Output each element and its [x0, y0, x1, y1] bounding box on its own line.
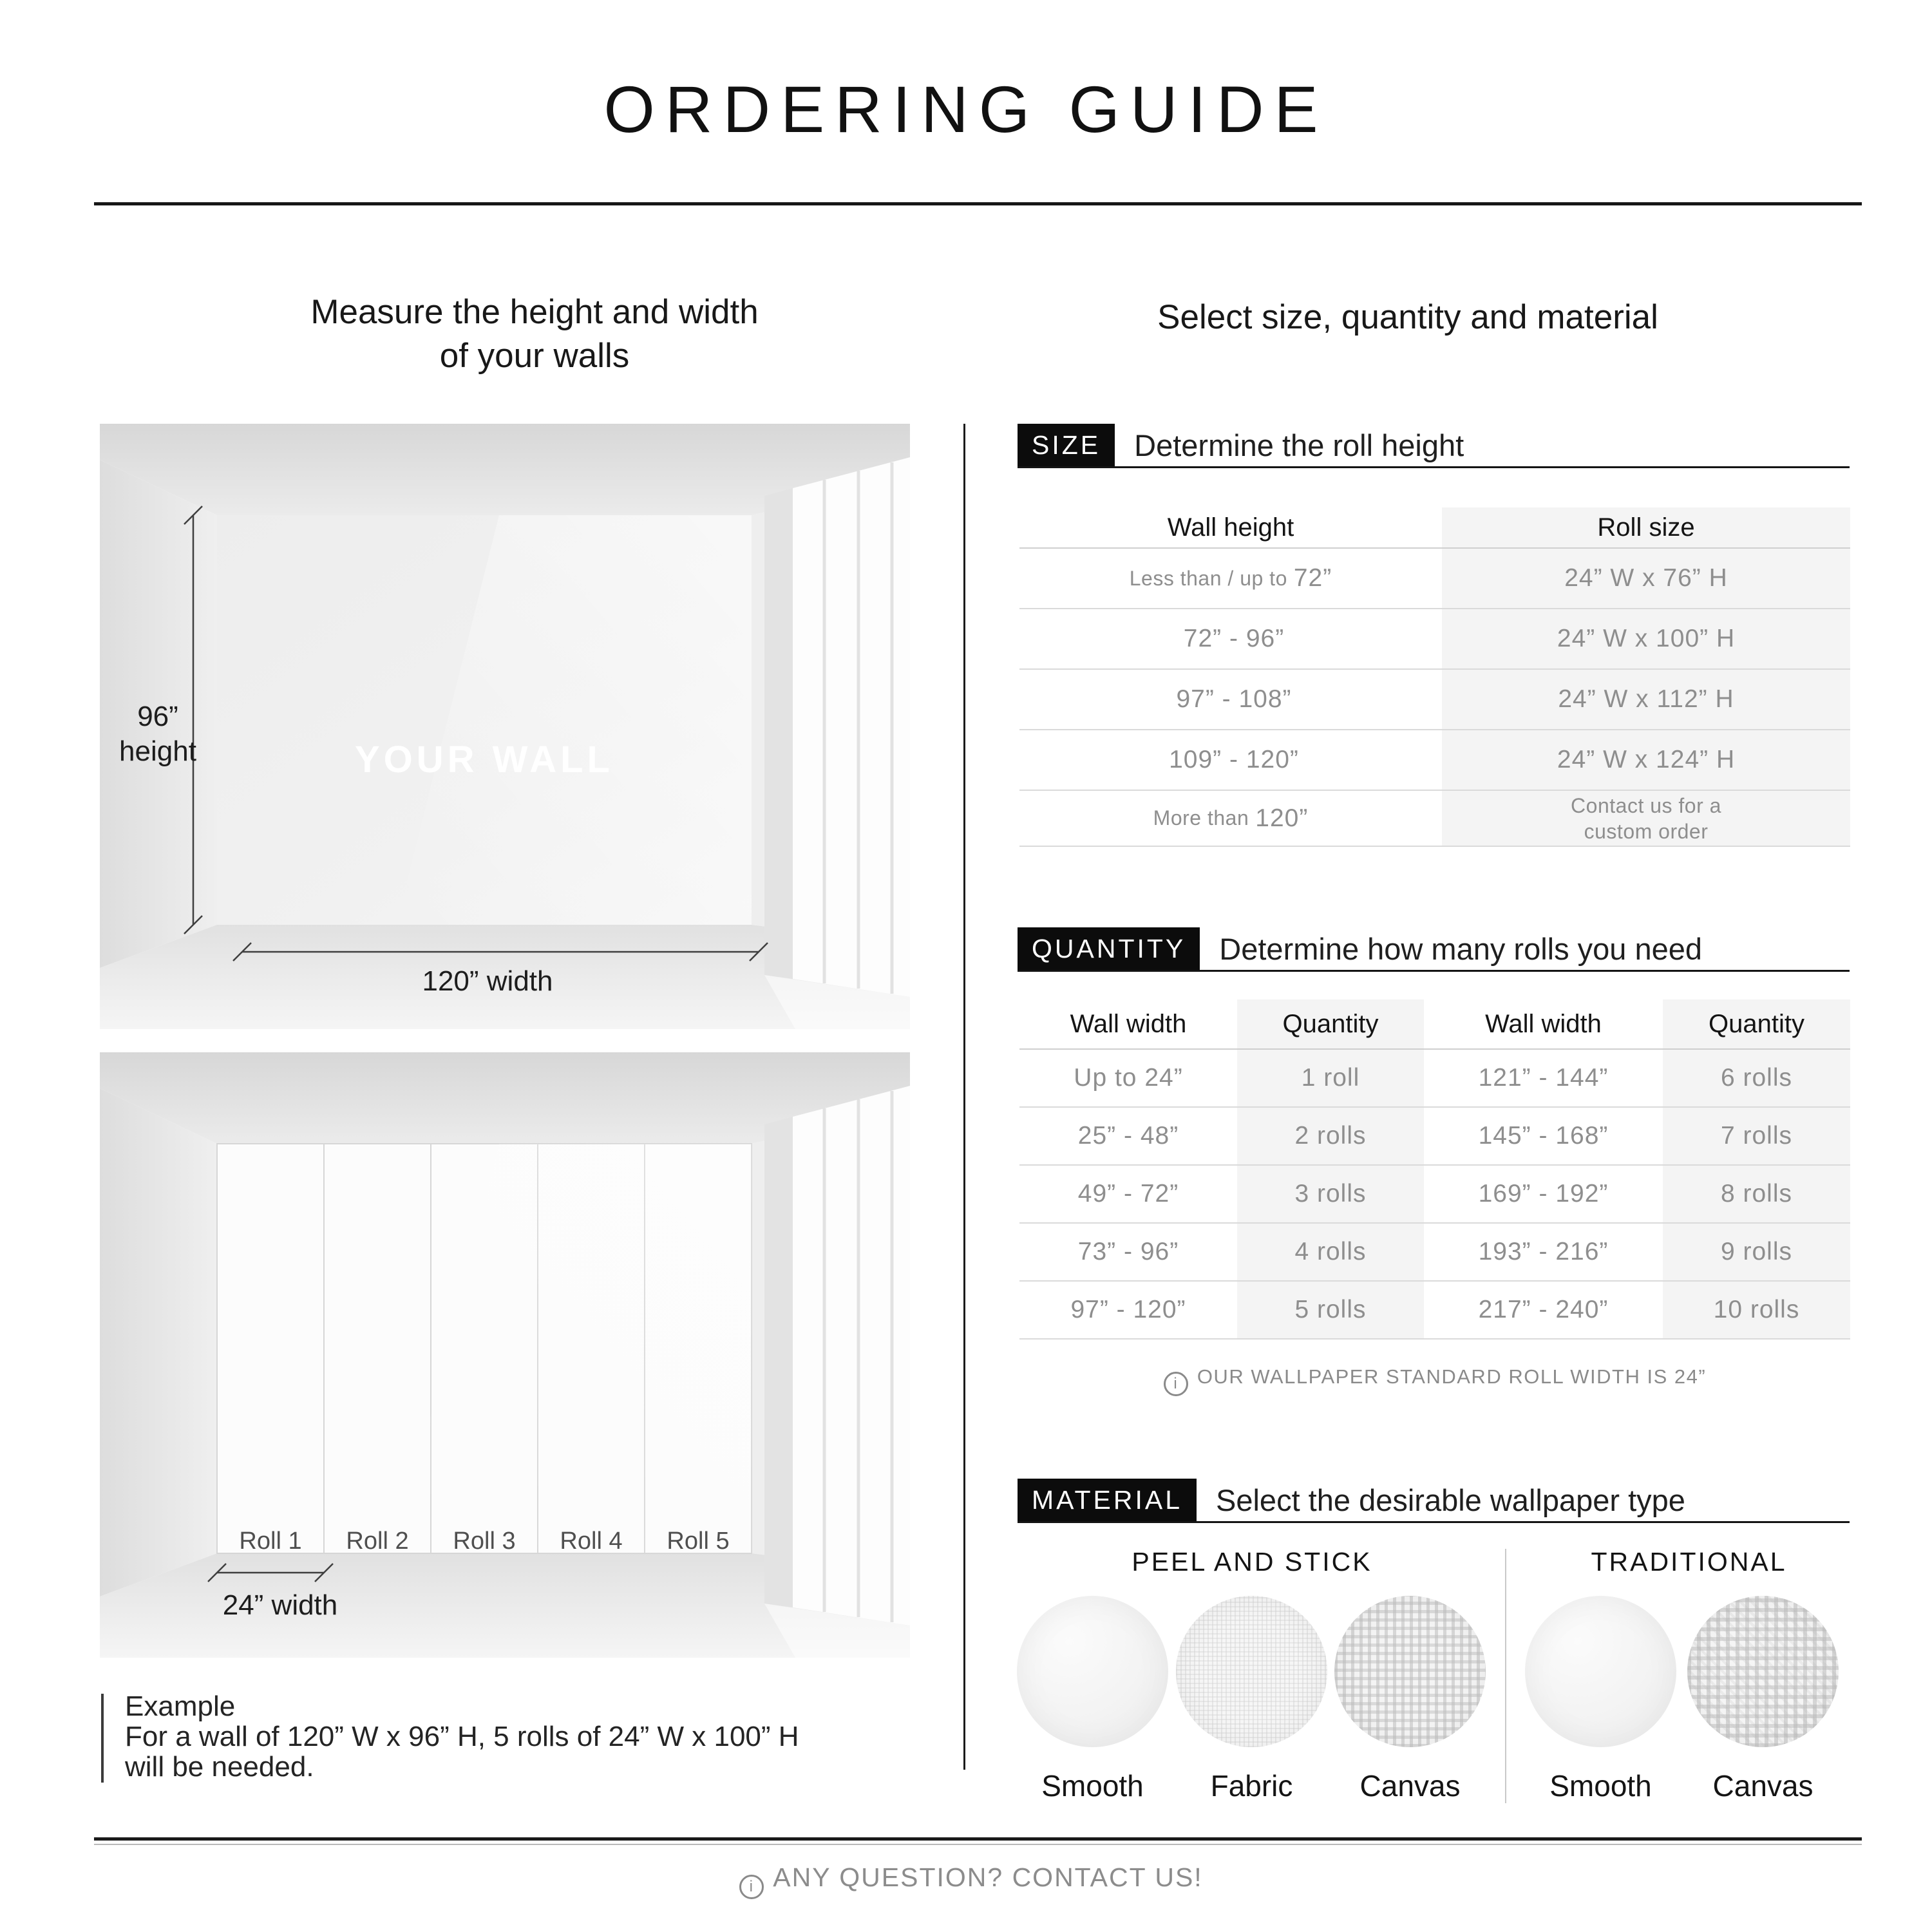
- window-frame: [764, 1117, 793, 1607]
- peel-fabric-swatch: [1176, 1596, 1327, 1747]
- wall-width-cell: 25” - 48”: [1077, 1122, 1179, 1150]
- size-table-row: [1019, 609, 1850, 670]
- traditional-group-label: TRADITIONAL: [1591, 1547, 1787, 1577]
- title-divider: [94, 202, 1862, 205]
- wall-width-cell: 73” - 96”: [1077, 1238, 1179, 1265]
- traditional-smooth-label: Smooth: [1549, 1769, 1652, 1803]
- quantity-table-row: [1019, 1108, 1850, 1166]
- left-heading-line2: of your walls: [439, 337, 630, 375]
- wall-width-cell: 169” - 192”: [1478, 1180, 1609, 1208]
- wall-height-cell: Less than / up to 72”: [1129, 564, 1332, 592]
- peel-canvas-label: Canvas: [1359, 1769, 1461, 1803]
- footer-contact-line: i ANY QUESTION? CONTACT US!: [97, 1861, 1846, 1899]
- quantity-header: Quantity: [1663, 999, 1850, 1048]
- size-table: [1019, 507, 1850, 847]
- quantity-table-row: [1019, 1224, 1850, 1282]
- room-illustration-rolls: [100, 1052, 910, 1658]
- quantity-section-header: [1018, 927, 1850, 972]
- page-title: ORDERING GUIDE: [603, 73, 1329, 146]
- roll-size-cell: 24” W x 112” H: [1442, 670, 1850, 729]
- quantity-cell: 5 rolls: [1237, 1282, 1424, 1338]
- quantity-cell: 7 rolls: [1663, 1108, 1850, 1164]
- wall-width-header: Wall width: [1070, 1009, 1187, 1038]
- size-col1-header: Wall height: [1167, 513, 1294, 542]
- example-accent-bar: [101, 1694, 104, 1783]
- quantity-cell: 1 roll: [1237, 1050, 1424, 1106]
- size-table-header-row: [1019, 507, 1850, 549]
- quantity-table-row: [1019, 1166, 1850, 1224]
- wall-width-cell: 97” - 120”: [1070, 1296, 1186, 1323]
- roll-size-cell: 24” W x 100” H: [1442, 609, 1850, 668]
- quantity-cell: 9 rolls: [1663, 1224, 1850, 1280]
- footer-divider: [94, 1837, 1862, 1841]
- peel-smooth-label: Smooth: [1041, 1769, 1144, 1803]
- size-table-row: [1019, 791, 1850, 847]
- height-word: height: [119, 735, 196, 767]
- wall-width-cell: 121” - 144”: [1478, 1064, 1609, 1092]
- height-value: 96”: [137, 701, 178, 732]
- window-frame: [764, 488, 793, 979]
- roll-4-label: Roll 4: [560, 1528, 623, 1555]
- footer-divider-thin: [94, 1844, 1862, 1845]
- quantity-cell: 4 rolls: [1237, 1224, 1424, 1280]
- roll-size-cell: 24” W x 124” H: [1442, 730, 1850, 790]
- size-table-row: [1019, 670, 1850, 730]
- size-table-row: [1019, 549, 1850, 609]
- material-group-divider: [1505, 1549, 1506, 1803]
- example-line2: will be needed.: [125, 1751, 314, 1783]
- quantity-header: Quantity: [1237, 999, 1424, 1048]
- quantity-cell: 8 rolls: [1663, 1166, 1850, 1222]
- material-subtitle: Select the desirable wallpaper type: [1216, 1482, 1685, 1517]
- roll-3-label: Roll 3: [453, 1528, 516, 1555]
- wall-width-cell: Up to 24”: [1074, 1064, 1183, 1092]
- quantity-table: [1019, 999, 1850, 1340]
- wall-width-cell: 145” - 168”: [1478, 1122, 1609, 1150]
- roll-width-dimension-label: 24” width: [222, 1589, 338, 1621]
- size-badge: SIZE: [1018, 424, 1115, 466]
- example-title: Example: [125, 1690, 236, 1722]
- wall-height-cell: 72” - 96”: [1183, 625, 1285, 652]
- material-badge: MATERIAL: [1018, 1479, 1197, 1521]
- peel-smooth-swatch: [1017, 1596, 1168, 1747]
- size-subtitle: Determine the roll height: [1134, 428, 1464, 462]
- quantity-table-row: [1019, 1050, 1850, 1108]
- peel-and-stick-group-label: PEEL AND STICK: [1132, 1547, 1372, 1577]
- room-render: [100, 1052, 910, 1658]
- quantity-badge: QUANTITY: [1018, 927, 1200, 970]
- quantity-cell: 10 rolls: [1663, 1282, 1850, 1338]
- left-heading-line1: Measure the height and width: [310, 293, 759, 331]
- material-section-header: [1018, 1479, 1850, 1523]
- height-dimension-label: [84, 699, 232, 769]
- left-wall: [100, 1088, 217, 1596]
- quantity-cell: 6 rolls: [1663, 1050, 1850, 1106]
- traditional-smooth-swatch: [1525, 1596, 1676, 1747]
- wall-height-cell: More than 120”: [1153, 804, 1309, 832]
- info-icon: i: [1164, 1372, 1188, 1396]
- roll-1-label: Roll 1: [239, 1528, 302, 1555]
- quantity-table-header-row: [1019, 999, 1850, 1050]
- wall-width-cell: 193” - 216”: [1478, 1238, 1609, 1265]
- quantity-cell: 2 rolls: [1237, 1108, 1424, 1164]
- wall-width-cell: 217” - 240”: [1478, 1296, 1609, 1323]
- quantity-cell: 3 rolls: [1237, 1166, 1424, 1222]
- traditional-canvas-swatch: [1687, 1596, 1839, 1747]
- size-col2-header: Roll size: [1442, 507, 1850, 547]
- size-section-header: [1018, 424, 1850, 468]
- width-dimension-label: 120” width: [422, 965, 553, 997]
- traditional-canvas-label: Canvas: [1712, 1769, 1814, 1803]
- example-block: [125, 1691, 936, 1782]
- peel-canvas-swatch: [1334, 1596, 1486, 1747]
- wall-height-cell: 109” - 120”: [1169, 746, 1299, 773]
- column-divider: [963, 424, 965, 1770]
- peel-fabric-label: Fabric: [1210, 1769, 1293, 1803]
- wall-height-cell: 97” - 108”: [1176, 685, 1292, 713]
- roll-size-cell: Contact us for a custom order: [1442, 791, 1850, 846]
- example-line1: For a wall of 120” W x 96” H, 5 rolls of 24” W x 100” H: [125, 1721, 799, 1752]
- your-wall-label: YOUR WALL: [355, 739, 614, 781]
- quantity-table-row: [1019, 1282, 1850, 1340]
- roll-2-label: Roll 2: [346, 1528, 409, 1555]
- roll-5-label: Roll 5: [667, 1528, 730, 1555]
- roll-size-cell: 24” W x 76” H: [1442, 549, 1850, 608]
- left-column-heading: [148, 290, 921, 378]
- roll-width-note: i OUR WALLPAPER STANDARD ROLL WIDTH IS 24”: [1019, 1361, 1850, 1396]
- size-table-row: [1019, 730, 1850, 791]
- wall-width-header: Wall width: [1485, 1009, 1602, 1038]
- wall-width-cell: 49” - 72”: [1077, 1180, 1179, 1208]
- quantity-subtitle: Determine how many rolls you need: [1219, 931, 1703, 966]
- info-icon: i: [739, 1875, 764, 1899]
- right-column-heading: Select size, quantity and material: [1157, 298, 1658, 336]
